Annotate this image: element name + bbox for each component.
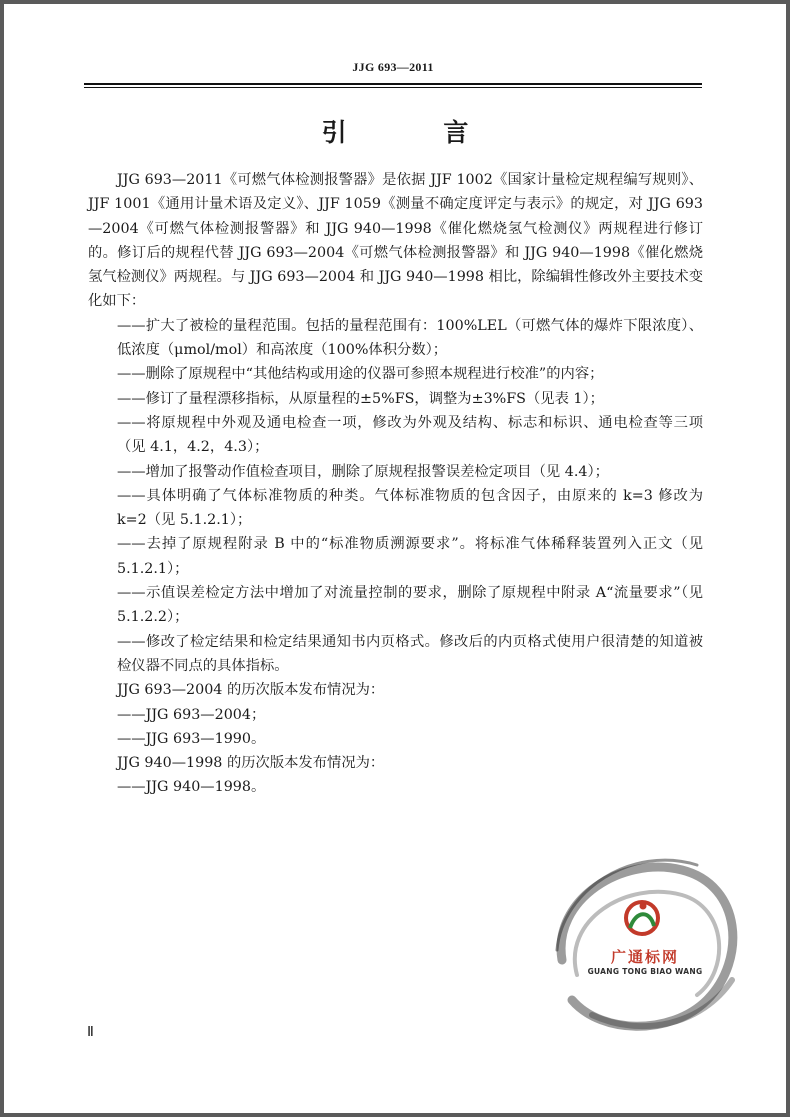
change-item: ——修改了检定结果和检定结果通知书内页格式。修改后的内页格式使用户很清楚的知道被检仪器不同点的具体指标。	[117, 633, 703, 674]
header-rule-thick	[84, 83, 702, 85]
document-body	[88, 168, 703, 800]
history-heading-693: JJG 693—2004 的历次版本发布情况为：	[117, 682, 385, 699]
change-item: ——修订了量程漂移指标，从原量程的±5%FS，调整为±3%FS（见表 1）；	[117, 390, 604, 407]
page-number: Ⅱ	[87, 1025, 94, 1040]
guangtong-logo-icon	[626, 902, 658, 934]
history-item: ——JJG 940—1998。	[117, 779, 266, 796]
header-rule-thin	[84, 87, 702, 88]
change-item: ——示值误差检定方法中增加了对流量控制的要求，删除了原规程中附录 A“流量要求”（见 5.1.2.2）；	[117, 585, 703, 626]
change-item: ——删除了原规程中“其他结构或用途的仪器可参照本规程进行校准”的内容；	[117, 366, 604, 383]
change-item: ——扩大了被检的量程范围。包括的量程范围有：100%LEL（可燃气体的爆炸下限浓度）、低浓度（μmol/mol）和高浓度（100%体积分数）；	[117, 317, 703, 359]
change-item: ——将原规程中外观及通电检查一项，修改为外观及结构、标志和标识、通电检查等三项（见 4.1，4.2，4.3）；	[117, 414, 703, 456]
change-item: ——去掉了原规程附录 B 中的“标准物质溯源要求”。将标准气体稀释装置列入正文（见 5.1.2.1）；	[117, 536, 703, 577]
watermark-ink-circle	[532, 840, 752, 1040]
watermark-subtitle: GUANG TONG BIAO WANG	[587, 967, 703, 976]
change-item: ——具体明确了气体标准物质的种类。气体标准物质的包含因子，由原来的 k=3 修改为 k=2（见 5.1.2.1）；	[117, 487, 703, 529]
history-heading-940: JJG 940—1998 的历次版本发布情况为：	[117, 755, 385, 772]
running-header: JJG 693—2011	[352, 60, 434, 74]
intro-paragraph: JJG 693—2011《可燃气体检测报警器》是依据 JJF 1002《国家计量检定规程编写规则》、JJF 1001《通用计量术语及定义》、JJF 1059《测量不确定度评定与表示》的规定，对 JJG 693—2004《可燃气体检测报警器》和 JJG 940—1998《催化燃烧氢气检测仪》两规程进行修订的。修订后的规程代替 JJG 693—2004《可燃气体检测报警器》和 JJG 940—1998《催化燃烧氢气检测仪》两规程。与 JJG 693—2004 和 JJG 940—1998 相比，除编辑性修改外主要技术变化如下：	[88, 172, 703, 310]
history-item: ——JJG 693—2004；	[117, 706, 266, 723]
watermark-name: 广通标网	[610, 948, 679, 966]
change-item: ——增加了报警动作值检查项目，删除了原规程报警误差检定项目（见 4.4）；	[117, 463, 609, 480]
page-title: 引 言	[321, 118, 513, 147]
history-item: ——JJG 693—1990。	[117, 730, 266, 747]
